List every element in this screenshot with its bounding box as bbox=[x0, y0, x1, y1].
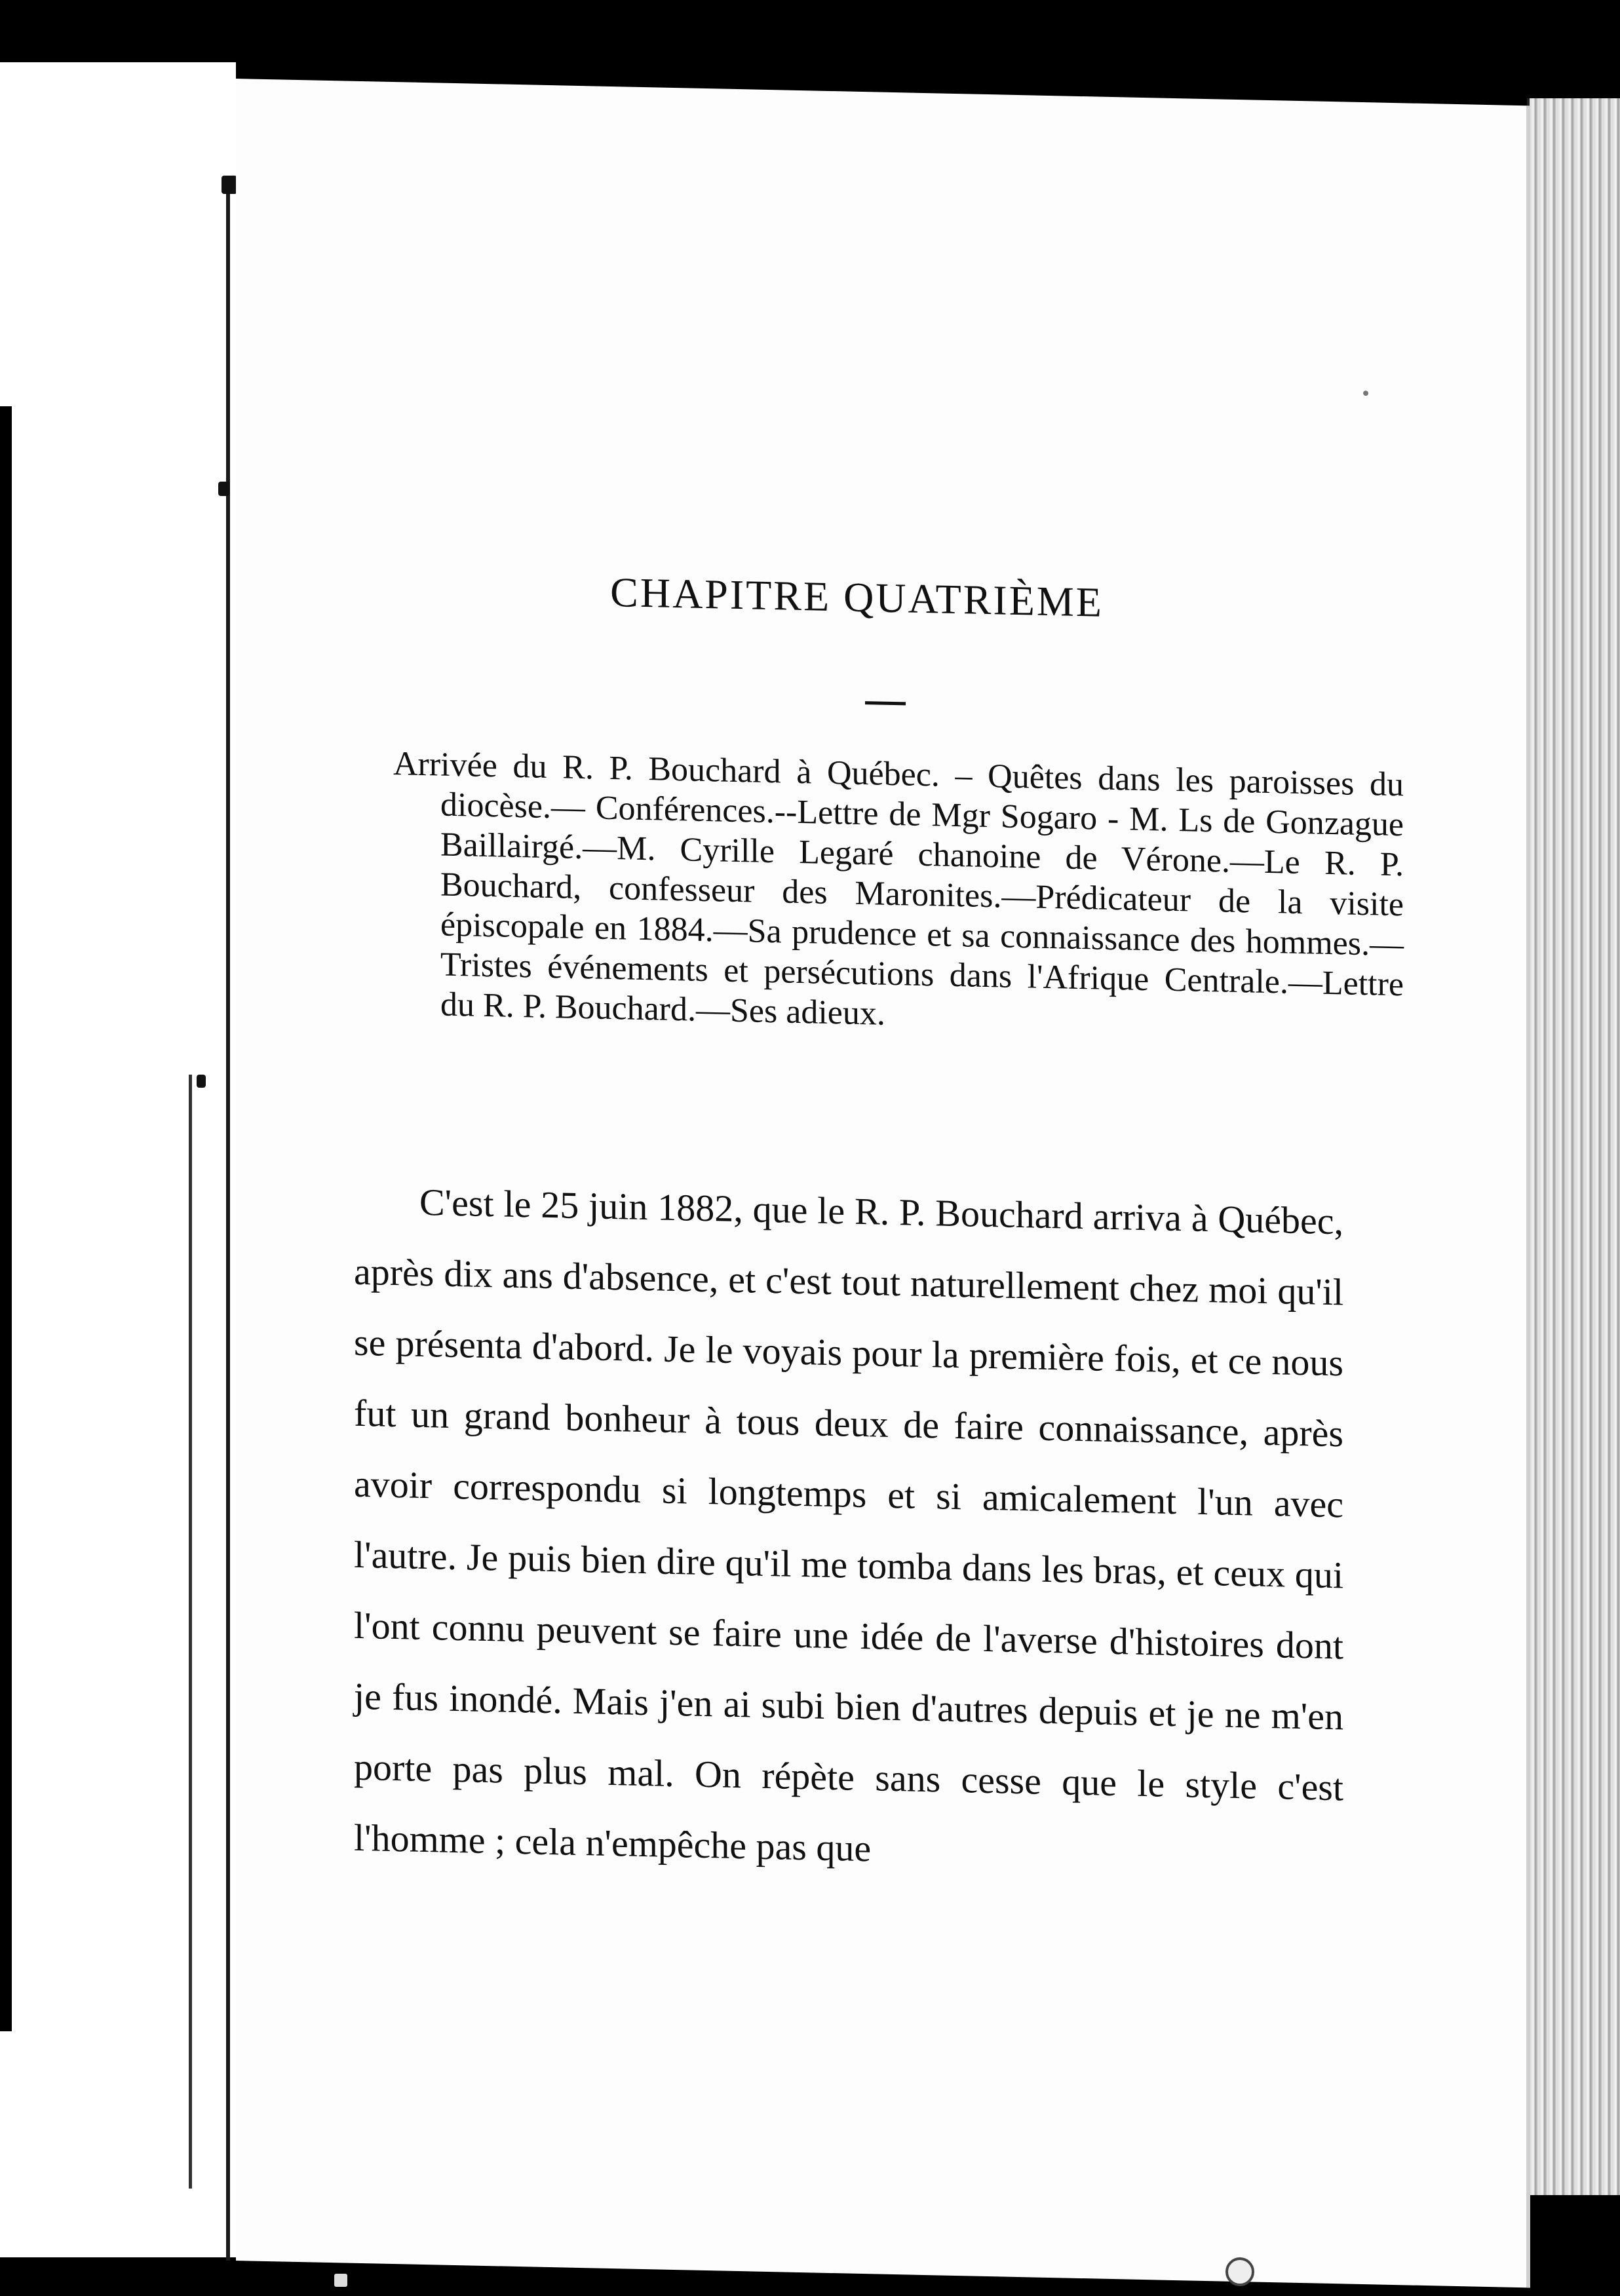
page-edges bbox=[1527, 98, 1620, 2195]
paper-speck bbox=[1363, 391, 1368, 396]
left-page-fragment bbox=[0, 62, 236, 2257]
chapter-title: CHAPITRE QUATRIÈME bbox=[610, 568, 1104, 626]
thread-knot-icon bbox=[197, 1075, 206, 1088]
chapter-summary: Arrivée du R. P. Bouchard à Québec. – Quêtes dans les paroisses du diocèse.— Conférences.--Lettre de Mgr Sogaro - M. Ls de Gonzague Baillairgé.—M. Cyrille Legaré chanoine de Vérone.—Le R. P. Bouchard, confesseur des Maronites.—Prédicateur de la visite épiscopale en 1884.—Sa prudence et sa connaissance des hommes.—Tristes événements et persécutions dans l'Afrique Centrale.—Lettre du R. P. Bouchard.—Ses adieux. bbox=[393, 745, 1404, 1033]
book-page bbox=[236, 79, 1530, 2287]
spine-shadow bbox=[0, 406, 12, 2031]
library-stamp-icon bbox=[1225, 2257, 1254, 2286]
body-paragraph: C'est le 25 juin 1882, que le R. P. Bouchard arriva à Québec, après dix ans d'absence, et c'est tout naturellement chez moi qu'il se présenta d'abord. Je le voyais pour la première fois, et ce nous fut un grand bonheur à tous deux de faire connaissance, après avoir correspondu si longtemps et si amicalement l'un avec l'autre. Je puis bien dire qu'il me tomba dans les bras, et ceux qui l'ont connu peuvent se faire une idée de l'averse d'histoires dont je fus inondé. Mais j'en ai subi bien d'autres depuis et je ne m'en porte pas plus mal. On répète sans cesse que le style c'est l'homme ; cela n'empêche pas que bbox=[354, 1180, 1343, 1870]
scan-mark-icon bbox=[334, 2274, 347, 2287]
title-separator bbox=[865, 701, 906, 705]
thread-knot-icon bbox=[222, 176, 237, 194]
binding-thread-secondary bbox=[189, 1075, 192, 2189]
thread-knot-icon bbox=[218, 482, 230, 496]
